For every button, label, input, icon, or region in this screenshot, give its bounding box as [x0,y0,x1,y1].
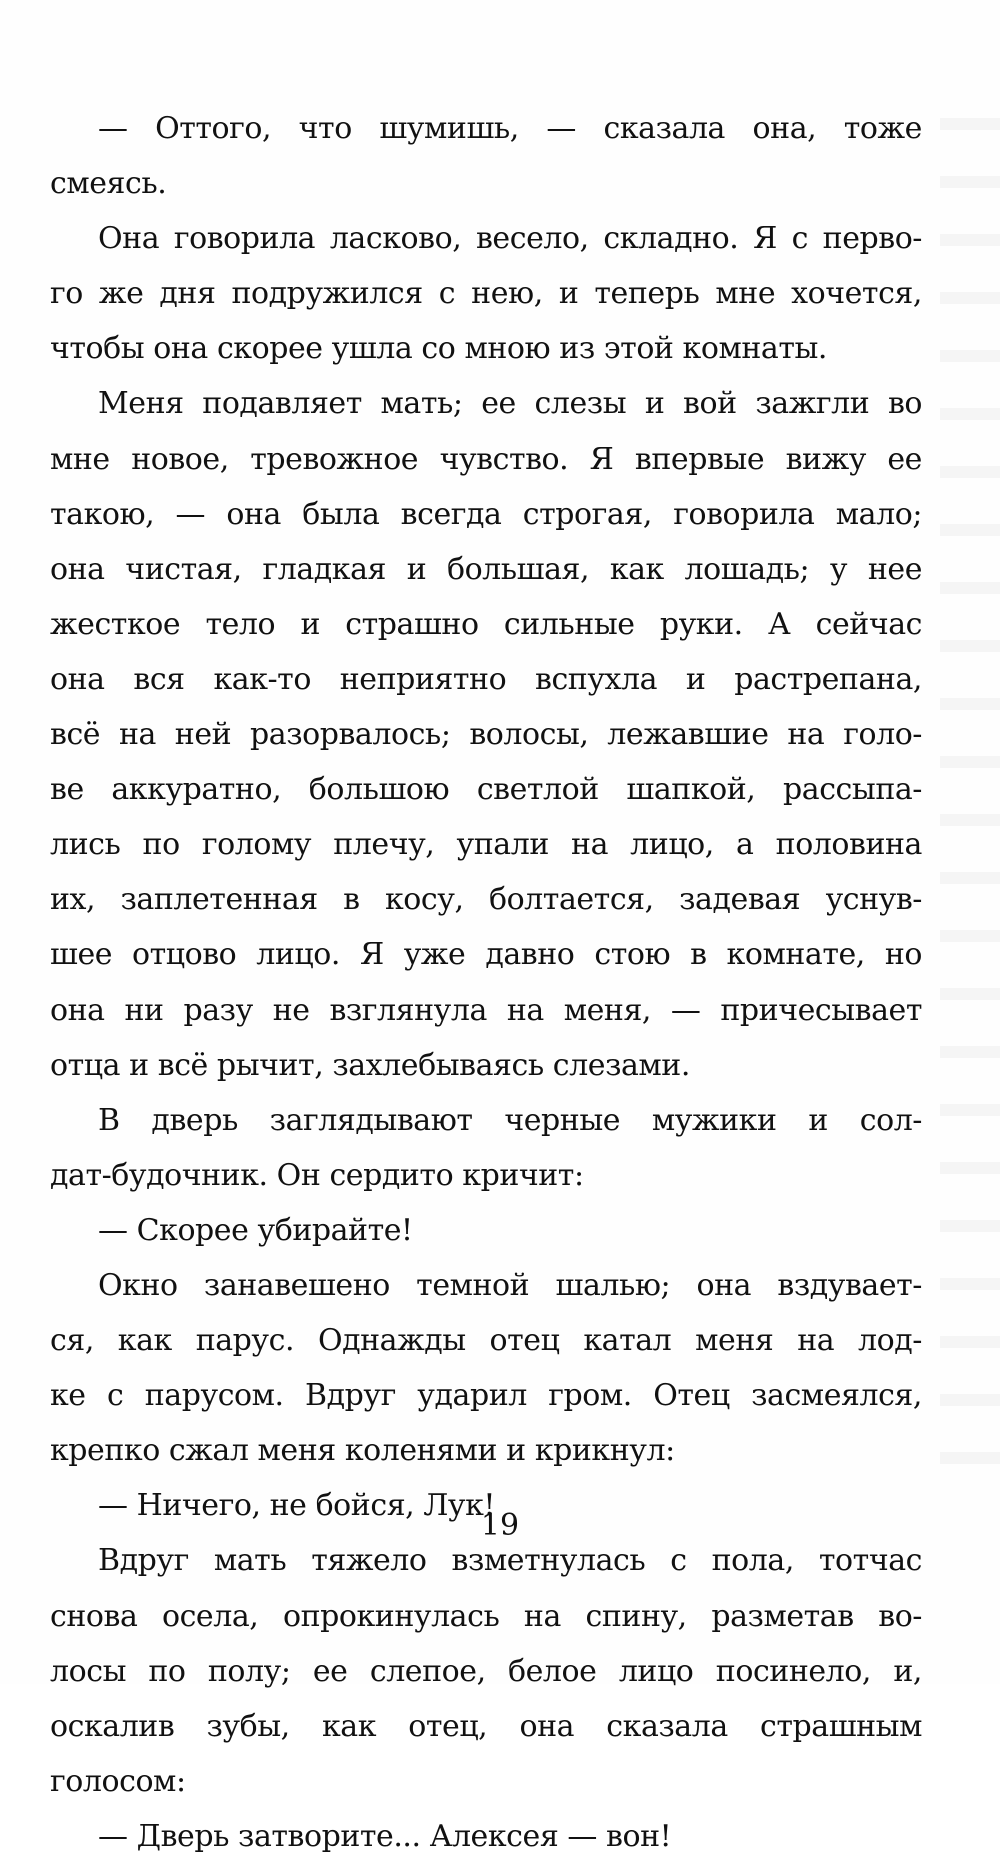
text-line: крепко сжал меня коленями и крикнул: [50,1433,675,1469]
text-line: Меня подавляет мать; ее слезы и вой зажгли во [98,386,922,422]
text-line: снова осела, опрокинулась на спину, разметав во- [50,1598,922,1634]
text-line: их, заплетенная в косу, болтается, задевая уснув- [50,882,922,918]
text-line: лись по голому плечу, упали на лицо, а половина [50,827,922,863]
text-line: мне новое, тревожное чувство. Я впервые вижу ее [50,441,922,477]
text-line: голосом: [50,1763,186,1799]
text-line: шее отцово лицо. Я уже давно стою в комнате, но [50,937,922,973]
text-line: отца и всё рычит, захлебываясь слезами. [50,1047,690,1083]
text-line: — Ничего, не бойся, Лук! [98,1488,496,1524]
text-line: чтобы она скорее ушла со мною из этой комнаты. [50,331,827,367]
page-number: 19 [480,1508,520,1543]
text-line: оскалив зубы, как отец, она сказала страшным [50,1708,922,1744]
text-line: дат-будочник. Он сердито кричит: [50,1157,584,1193]
text-line: жесткое тело и страшно сильные руки. А сейчас [50,606,922,642]
page-text [50,101,922,1864]
text-line: Вдруг мать тяжело взметнулась с пола, тотчас [98,1543,922,1579]
text-line: В дверь заглядывают черные мужики и сол- [98,1102,922,1138]
text-line: Окно занавешено темной шалью; она вздувает- [98,1267,922,1303]
text-line: смеясь. [50,166,167,202]
text-line: Она говорила ласково, весело, складно. Я с перво- [98,221,922,257]
text-line: го же дня подружился с нею, и теперь мне хочется, [50,276,922,312]
text-line: такою, — она была всегда строгая, говорила мало; [50,496,922,532]
text-line: лосы по полу; ее слепое, белое лицо посинело, и, [50,1653,922,1689]
text-line: ся, как парус. Однажды отец катал меня на лод- [50,1323,922,1359]
text-line: она вся как-то неприятно вспухла и растрепана, [50,661,922,697]
text-line: она чистая, гладкая и большая, как лошадь; у нее [50,551,922,587]
text-line: всё на ней разорвалось; волосы, лежавшие на голо- [50,717,922,753]
text-line: она ни разу не взглянула на меня, — причесывает [50,992,922,1028]
text-line: — Скорее убирайте! [98,1212,413,1248]
bleed-through-shadow [940,90,1000,1510]
text-line: ве аккуратно, большою светлой шапкой, рассыпа- [50,772,922,808]
text-line: — Дверь затворите... Алексея — вон! [98,1818,672,1854]
text-line: ке с парусом. Вдруг ударил гром. Отец засмеялся, [50,1378,922,1414]
text-line: — Оттого, что шумишь, — сказала она, тоже [98,111,922,146]
